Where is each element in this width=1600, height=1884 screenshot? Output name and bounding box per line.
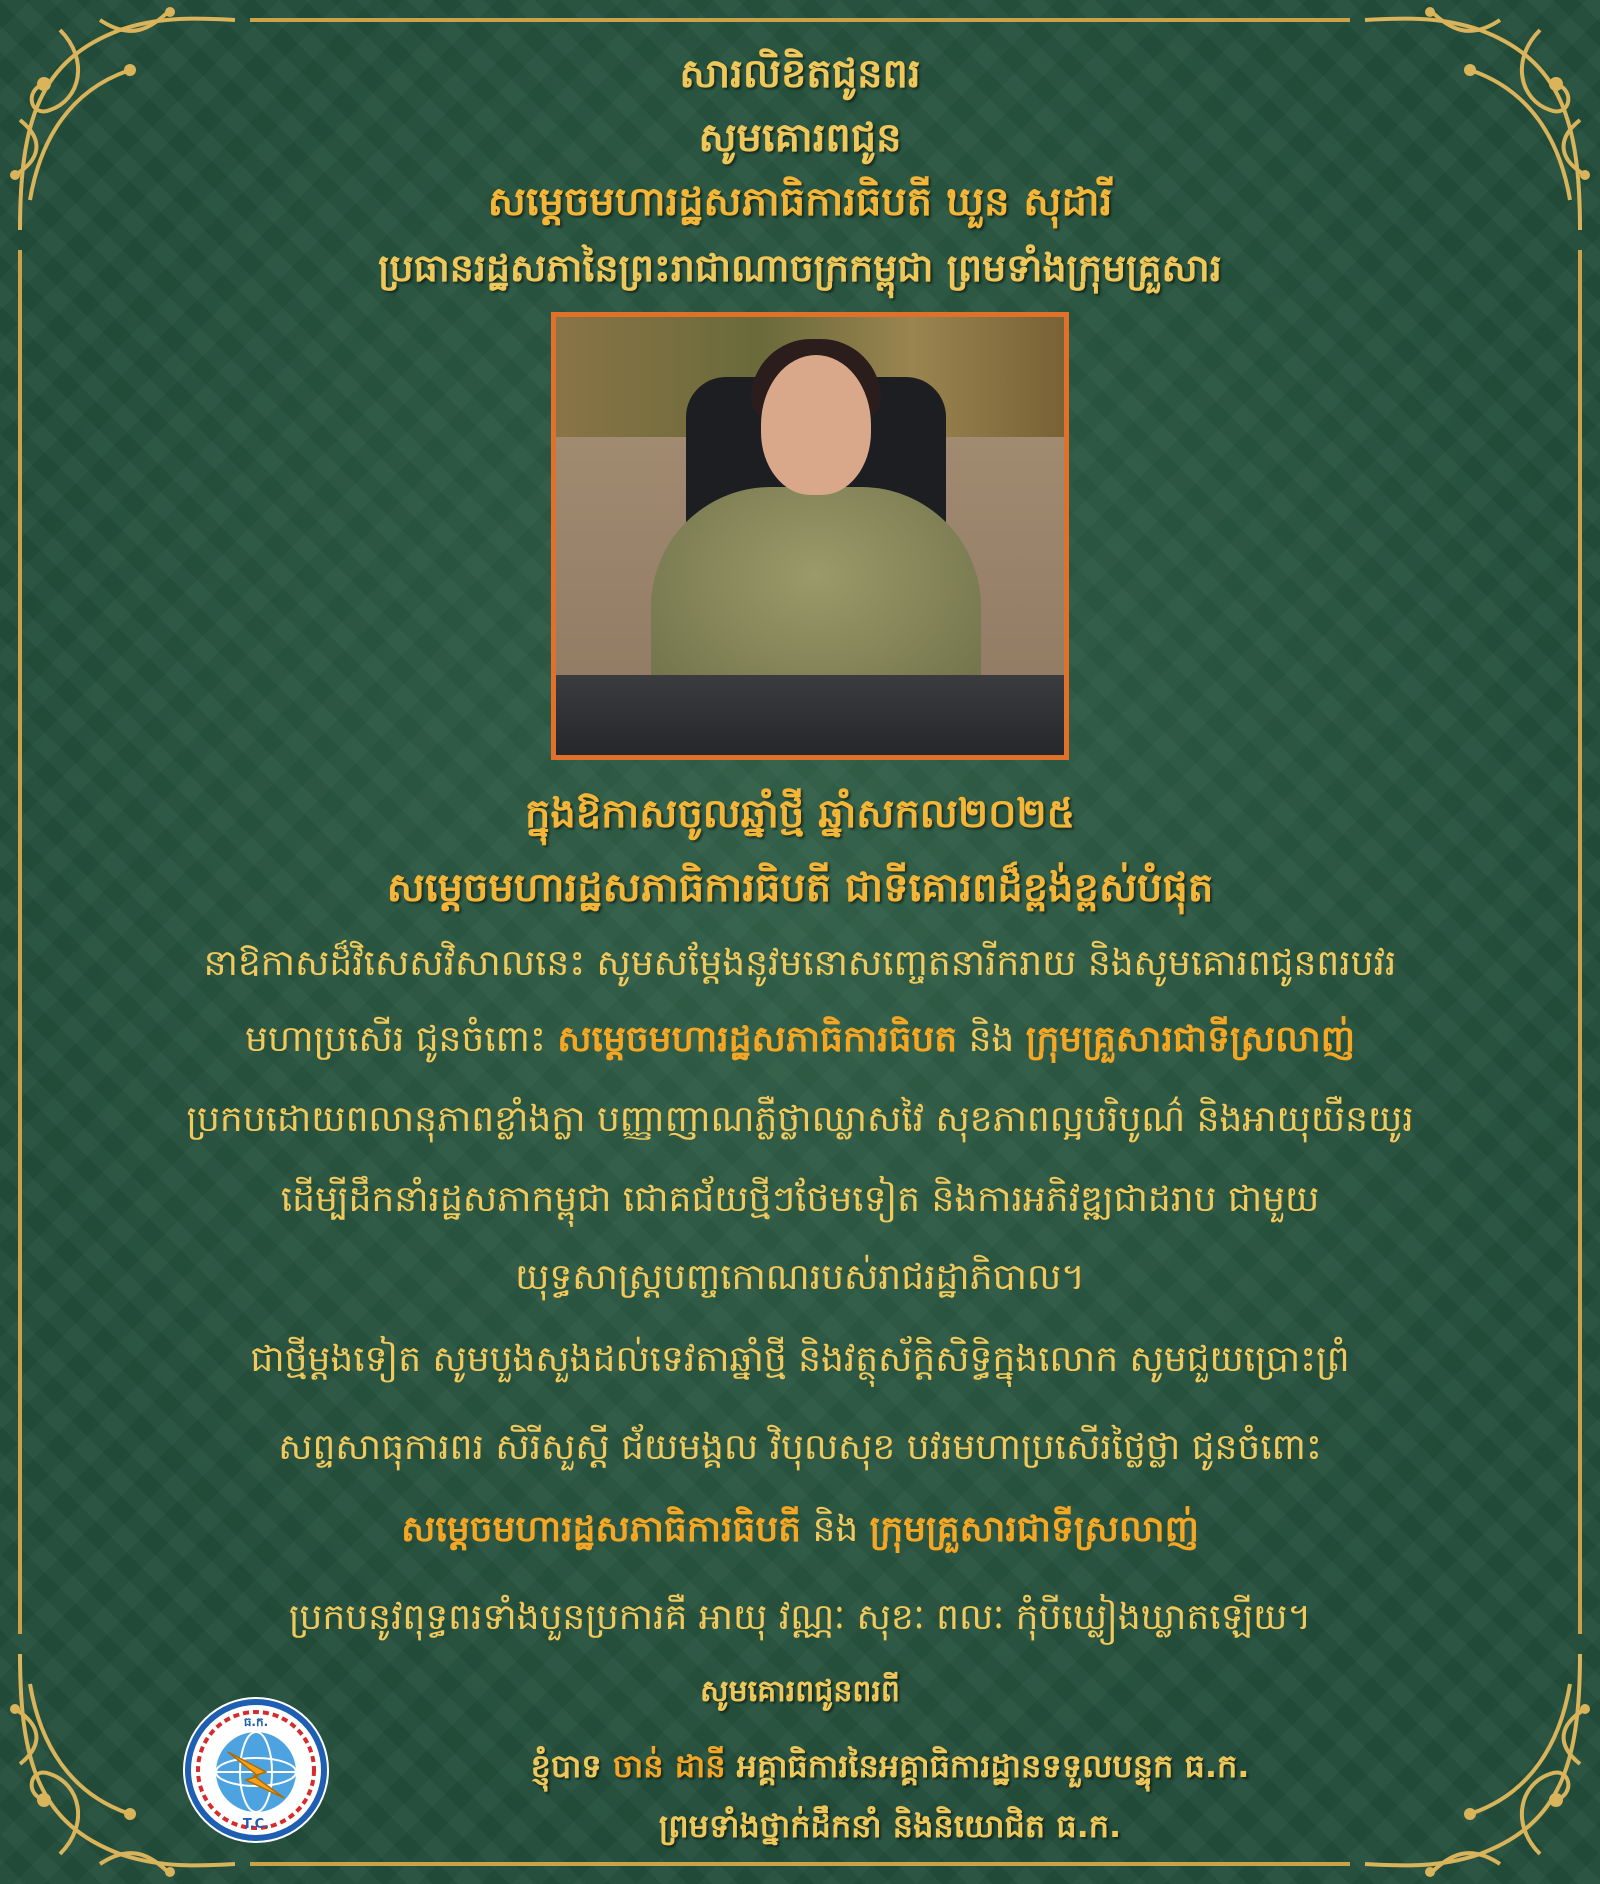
header-line-2: សូមគោរពជូន	[698, 115, 902, 161]
person-head	[761, 355, 871, 495]
message-line-8	[0, 1506, 1600, 1559]
message-line-8-and: និង	[801, 1509, 870, 1550]
message-line-1: នាឱកាសដ៏វិសេសវិសាលនេះ សូមសម្តែងនូវមនោសញ្ចេតនារីករាយ និងសូមគោរពជូនពរបវរ	[203, 943, 1397, 984]
message-line-7: សព្ទសាធុការពរ សិរីសួស្តី ជ័យមង្គល វិបុលសុខ បវរមហាប្រសើរថ្លៃថ្លា ជូនចំពោះ	[278, 1427, 1322, 1468]
occasion-title: ក្នុងឱកាសចូលឆ្នាំថ្មី ឆ្នាំសកល២០២៥	[524, 791, 1076, 837]
message-line-5: យុទ្ធសាស្ត្របញ្ចកោណរបស់រាជរដ្ឋាភិបាល។	[515, 1257, 1085, 1298]
message-line-2-and: និង	[957, 1019, 1026, 1060]
message-line-2-family: ក្រុមគ្រួសារជាទីស្រលាញ់	[1025, 1019, 1355, 1060]
recipient-name: សម្តេចមហារដ្ឋសភាធិការធិបតី ឃួន សុដារី	[487, 179, 1113, 225]
message-line-3: ប្រកបដោយពលានុភាពខ្លាំងក្លា បញ្ញាញាណភ្លឺថ្លាឈ្លាសវៃ សុខភាពល្អបរិបូណ៌ និងអាយុយឺនយូរ	[186, 1099, 1414, 1140]
message-line-6: ជាថ្មីម្តងទៀត សូមបួងសួងដល់ទេវតាឆ្នាំថ្មី និងវត្ថុស័ក្តិសិទ្ធិក្នុងលោក សូមជួយប្រោះព្រំ	[250, 1339, 1350, 1380]
message-line-9: ប្រកបនូវពុទ្ធពរទាំងបួនប្រការគឺ អាយុ វណ្ណៈ សុខៈ ពលៈ កុំបីឃ្លៀងឃ្លាតឡើយ។	[288, 1597, 1312, 1638]
from-label: សូមគោរពជូនពរពី	[700, 1674, 900, 1709]
sender-prefix: ខ្ញុំបាទ	[530, 1747, 613, 1785]
message-line-2-name: សម្តេចមហារដ្ឋសភាធិការធិបត	[557, 1019, 958, 1060]
sender-name: ចាន់ ដានី	[612, 1747, 726, 1785]
logo-top-text: ធ.ក.	[243, 1715, 269, 1729]
recipient-title: ប្រធានរដ្ឋសភានៃព្រះរាជាណាចក្រកម្ពុជា ព្រមទាំងក្រុមគ្រួសារ	[378, 246, 1222, 290]
honorific-line: សម្តេចមហារដ្ឋសភាធិការធិបតី ជាទីគោរពដ៏ខ្ពង់ខ្ពស់បំផុត	[386, 865, 1214, 911]
message-line-2	[0, 1016, 1600, 1069]
person-body	[651, 487, 981, 707]
sender-line-2: ព្រមទាំងថ្នាក់ដឹកនាំ និងនិយោជិត ធ.ក.	[658, 1807, 1122, 1845]
message-line-4: ដើម្បីដឹកនាំរដ្ឋសភាកម្ពុជា ជោគជ័យថ្មីៗថែមទៀត និងការអភិវឌ្ឍជាដរាប ជាមួយ	[280, 1179, 1320, 1220]
sender-title: អគ្គាធិការនៃអគ្គាធិការដ្ឋានទទួលបន្ទុក ធ.ក.	[725, 1747, 1250, 1785]
message-line-2-prefix: មហាប្រសើរ ជូនចំពោះ	[245, 1019, 558, 1060]
header-line-1: សារលិខិតជូនពរ	[679, 51, 921, 97]
message-line-8-name: សម្តេចមហារដ្ឋសភាធិការធិបតី	[401, 1509, 802, 1550]
sender-line	[90, 1746, 1600, 1793]
top-border	[250, 18, 1350, 22]
logo-bottom-text: T.C.	[242, 1817, 270, 1832]
desk	[556, 675, 1064, 755]
bottom-border	[250, 1862, 1350, 1866]
message-line-8-family: ក្រុមគ្រួសារជាទីស្រលាញ់	[869, 1509, 1199, 1550]
portrait-photo	[551, 312, 1069, 760]
